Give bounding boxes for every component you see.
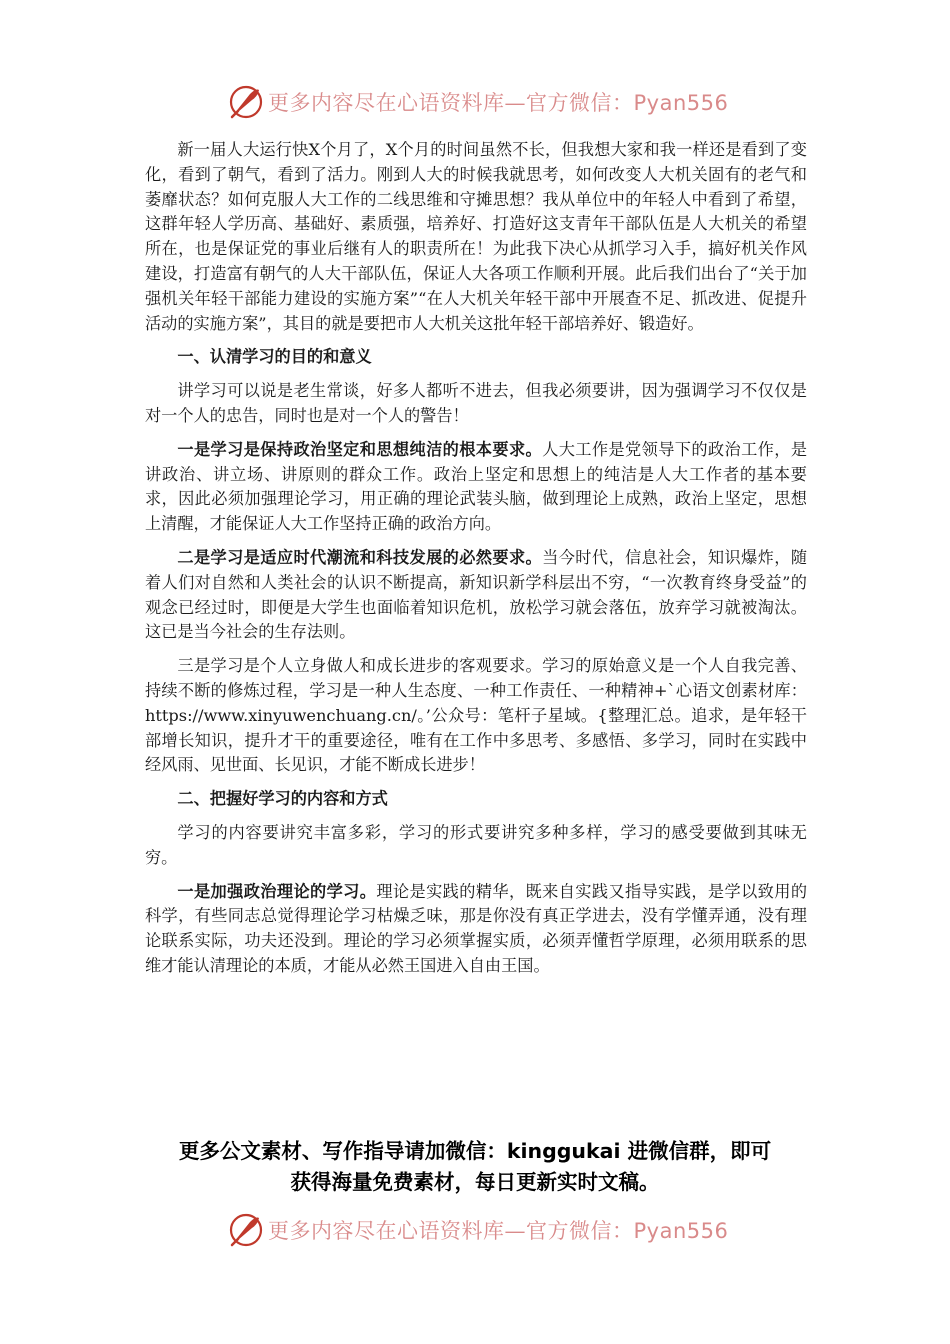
banner-handle: Pyan556 [633,1219,729,1243]
banner-handle: Pyan556 [633,91,729,115]
point-body: 理论是实践的精华，既来自实践又指导实践，是学以致用的科学，有些同志总觉得理论学习枯燥乏味，那是你没有真正学进去，没有学懂弄通，没有理论联系实际，功夫还没到。理论的学习必须掌握实质，必须弄懂哲学原理，必须用联系的思维才能认清理论的本质，才能从必然王国进入自由王国。 [145,881,808,975]
footer-banner [228,1210,728,1250]
section1-point1 [145,438,807,537]
point-body: 人大工作是党领导下的政治工作，是讲政治、讲立场、讲原则的群众工作。政治上坚定和思想上的纯洁是人大工作者的基本要求，因此必须加强理论学习，用正确的理论武装头脑，做到理论上成熟，政治上坚定，思想上清醒，才能保证人大工作坚持正确的政治方向。 [145,439,808,534]
header-banner [228,82,728,122]
point-lead: 二是学习是适应时代潮流和科技发展的必然要求。 [177,547,543,567]
banner-text: 更多内容尽在心语资料库—官方微信：Pyan556 [268,91,729,115]
quill-logo-icon [228,84,264,120]
intro-paragraph: 新一届人大运行快X个月了，X个月的时间虽然不长，但我想大家和我一样还是看到了变化，看到了朝气，看到了活力。刚到人大的时候我就思考，如何改变人大机关固有的老气和萎靡状态？如何克服人大工作的二线思维和守摊思想？我从单位中的年轻人中看到了希望，这群年轻人学历高、基础好、素质强，培养好、打造好这支青年干部队伍是人大机关的希望所在，也是保证党的事业后继有人的职责所在！为此我下决心从抓学习入手，搞好机关作风建设，打造富有朝气的人大干部队伍，保证人大各项工作顺利开展。此后我们出台了“关于加强机关年轻干部能力建设的实施方案”“在人大机关年轻干部中开展查不足、抓改进、促提升活动的实施方案”，其目的就是要把市人大机关这批年轻干部培养好、锻造好。 [145,140,807,333]
section2-intro: 学习的内容要讲究丰富多彩，学习的形式要讲究多种多样，学习的感受要做到其味无穷。 [145,822,807,867]
point-lead: 一是加强政治理论的学习。 [177,881,377,901]
section1-intro: 讲学习可以说是老生常谈，好多人都听不进去，但我必须要讲，因为强调学习不仅仅是对一个人的忠告，同时也是对一个人的警告！ [145,381,807,425]
point-lead: 一是学习是保持政治坚定和思想纯洁的根本要求。 [177,439,543,459]
quill-logo-icon [228,1212,264,1248]
section1-point3: 三是学习是个人立身做人和成长进步的客观要求。学习的原始意义是一个人自我完善、持续不断的修炼过程，学习是一种人生态度、一种工作责任、一种精神+`心语文创素材库：https://www.xinyuwenchuang.cn/。’公众号：笔杆子星域。{整理汇总。追求，是年轻干部增长知识，提升才干的重要途径，唯有在工作中多思考、多感悟、多学习，同时在实践中经风雨、见世面、长见识，才能不断成长进步！ [145,656,807,775]
document-body [145,138,807,988]
promo-notice [120,1136,830,1198]
section-heading-1: 一、认清学习的目的和意义 [177,347,372,367]
promo-line-1: 更多公文素材、写作指导请加微信：kinggukai 进微信群，即可 [178,1139,772,1163]
section-heading-2: 二、把握好学习的内容和方式 [177,789,388,809]
section2-point1 [145,880,807,979]
banner-text: 更多内容尽在心语资料库—官方微信：Pyan556 [268,1219,729,1243]
section1-point2 [145,546,807,645]
promo-line-2: 获得海量免费素材，每日更新实时文稿。 [290,1170,660,1194]
point-body: 当今时代，信息社会，知识爆炸，随着人们对自然和人类社会的认识不断提高，新知识新学科层出不穷，“一次教育终身受益”的观念已经过时，即便是大学生也面临着知识危机，放松学习就会落伍，放弃学习就被淘汰。这已是当今社会的生存法则。 [145,547,808,642]
